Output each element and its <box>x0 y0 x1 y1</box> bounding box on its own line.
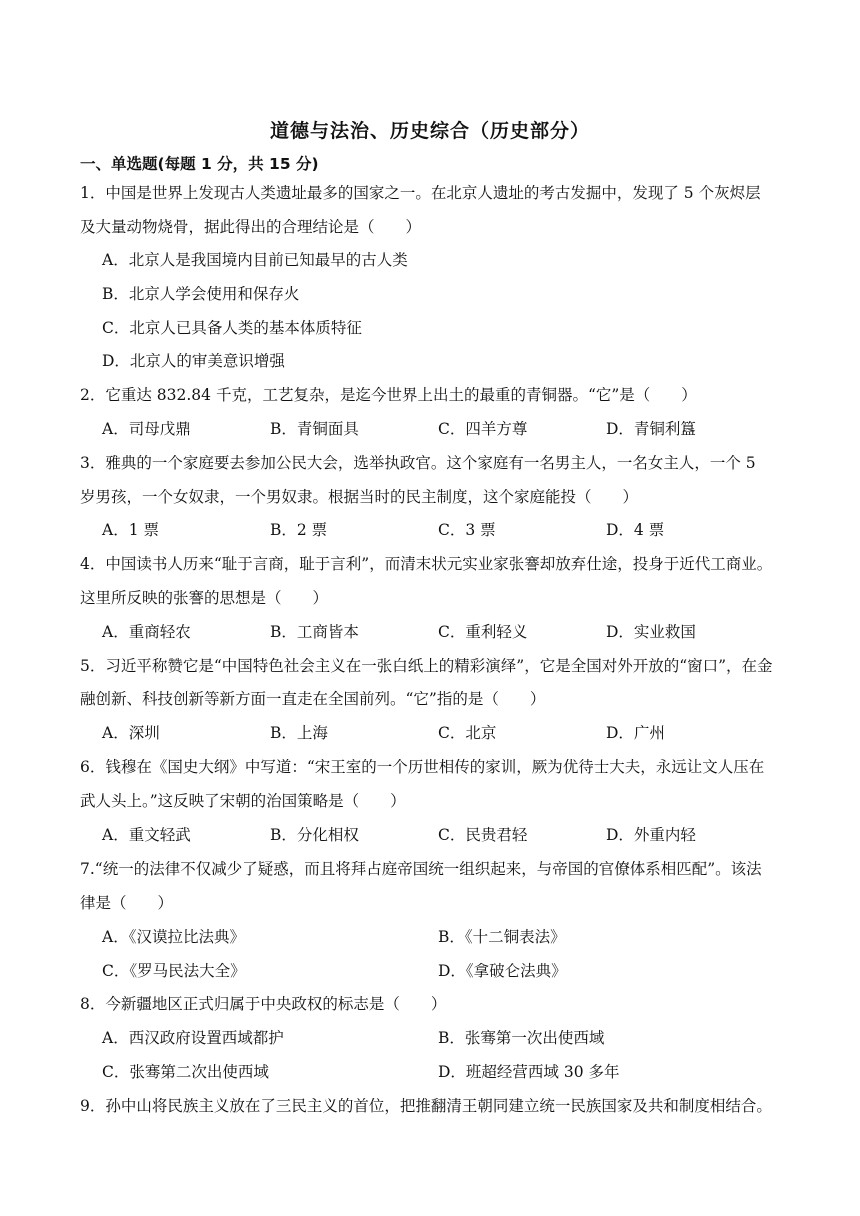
question-1-option-c: C．北京人已具备人类的基本体质特征 <box>102 319 362 337</box>
question-2-option-b: B．青铜面具 <box>270 420 359 438</box>
question-3-option-d: D．4 票 <box>606 521 665 539</box>
section-heading: 一、单选题(每题 1 分，共 15 分) <box>80 155 319 173</box>
question-1-option-d: D．北京人的审美意识增强 <box>102 352 285 370</box>
question-2-option-c: C．四羊方尊 <box>438 420 528 438</box>
question-2-option-a: A．司母戊鼎 <box>102 420 191 438</box>
question-8-line-1: 8．今新疆地区正式归属于中央政权的标志是（ ） <box>80 995 447 1013</box>
question-5-option-d: D．广州 <box>606 724 665 742</box>
question-7-option-b: B．《十二铜表法》 <box>438 928 566 946</box>
question-2-line-1: 2．它重达 832.84 千克，工艺复杂，是迄今世界上出土的最重的青铜器。“它”是（ ） <box>80 386 697 404</box>
question-3-line-1: 3．雅典的一个家庭要去参加公民大会，选举执政官。这个家庭有一名男主人，一名女主人，一个 5 <box>80 454 756 472</box>
question-3-option-c: C．3 票 <box>438 521 496 539</box>
question-3-line-2: 岁男孩，一个女奴隶，一个男奴隶。根据当时的民主制度，这个家庭能投（ ） <box>80 488 639 506</box>
question-5-option-c: C．北京 <box>438 724 497 742</box>
question-7-line-1: 7.“统一的法律不仅减少了疑惑，而且将拜占庭帝国统一组织起来，与帝国的官僚体系相匹配”。该法 <box>80 860 762 878</box>
question-5-option-a: A．深圳 <box>102 724 160 742</box>
question-3-option-b: B．2 票 <box>270 521 328 539</box>
question-8-option-c: C．张骞第二次出使西域 <box>102 1063 269 1081</box>
question-9-line-1: 9．孙中山将民族主义放在了三民主义的首位，把推翻清王朝同建立统一民族国家及共和制度相结合。 <box>80 1097 772 1115</box>
question-6-option-d: D．外重内轻 <box>606 826 696 844</box>
question-4-option-b: B．工商皆本 <box>270 623 359 641</box>
question-4-option-c: C．重利轻义 <box>438 623 528 641</box>
question-5-line-1: 5．习近平称赞它是“中国特色社会主义在一张白纸上的精彩演绎”，它是全国对外开放的“窗口”，在金 <box>80 657 773 675</box>
question-6-option-b: B．分化相权 <box>270 826 359 844</box>
question-8-option-d: D．班超经营西域 30 多年 <box>438 1063 620 1081</box>
question-2-option-d: D．青铜利簋 <box>606 420 696 438</box>
question-4-option-d: D．实业救国 <box>606 623 696 641</box>
page-title: 道德与法治、历史综合（历史部分） <box>269 120 590 142</box>
question-7-option-d: D．《拿破仑法典》 <box>438 962 567 980</box>
question-6-line-2: 武人头上。”这反映了宋朝的治国策略是（ ） <box>80 792 406 810</box>
question-6-option-c: C．民贵君轻 <box>438 826 528 844</box>
question-1-line-1: 1．中国是世界上发现古人类遗址最多的国家之一。在北京人遗址的考古发掘中，发现了 5 个灰烬层 <box>80 184 761 202</box>
question-7-option-c: C．《罗马民法大全》 <box>102 962 246 980</box>
question-4-option-a: A．重商轻农 <box>102 623 191 641</box>
question-1-option-a: A．北京人是我国境内目前已知最早的古人类 <box>102 251 408 269</box>
question-6-line-1: 6．钱穆在《国史大纲》中写道：“宋王室的一个历世相传的家训，厥为优待士大夫，永远让文人压在 <box>80 758 765 776</box>
question-4-line-1: 4．中国读书人历来“耻于言商，耻于言利”，而清末状元实业家张謇却放弃仕途，投身于近代工商业。 <box>80 555 773 573</box>
question-7-option-a: A．《汉谟拉比法典》 <box>102 928 245 946</box>
question-5-option-b: B．上海 <box>270 724 328 742</box>
question-6-option-a: A．重文轻武 <box>102 826 191 844</box>
question-7-line-2: 律是（ ） <box>80 894 174 912</box>
question-8-option-b: B．张骞第一次出使西域 <box>438 1029 605 1047</box>
question-4-line-2: 这里所反映的张謇的思想是（ ） <box>80 589 329 607</box>
question-5-line-2: 融创新、科技创新等新方面一直走在全国前列。“它”指的是（ ） <box>80 690 546 708</box>
question-3-option-a: A．1 票 <box>102 521 159 539</box>
question-1-line-2: 及大量动物烧骨，据此得出的合理结论是（ ） <box>80 218 422 236</box>
question-1-option-b: B．北京人学会使用和保存火 <box>102 285 300 303</box>
question-8-option-a: A．西汉政府设置西域都护 <box>102 1029 284 1047</box>
